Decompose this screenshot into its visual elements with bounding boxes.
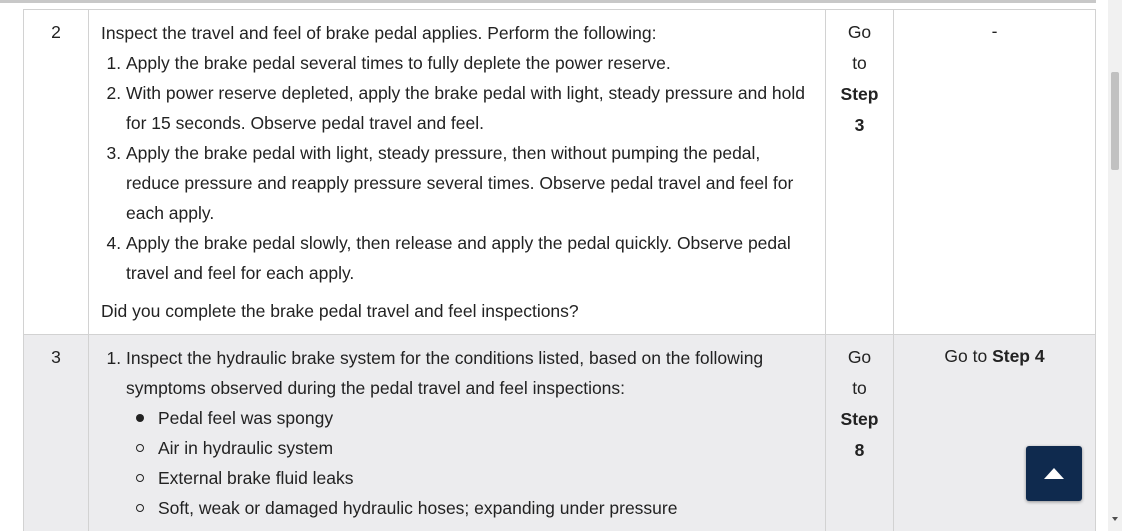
yes-result-cell bbox=[826, 10, 894, 335]
action-cell bbox=[89, 335, 826, 531]
vertical-scrollbar[interactable] bbox=[1108, 0, 1122, 531]
step-number-cell bbox=[24, 10, 89, 335]
step-target-number: 8 bbox=[854, 440, 865, 460]
condition-list bbox=[101, 433, 813, 523]
to-text: to bbox=[852, 378, 867, 398]
scrollbar-thumb[interactable] bbox=[1111, 72, 1119, 170]
top-divider bbox=[0, 0, 1096, 3]
list-item bbox=[126, 343, 813, 433]
go-text: Go bbox=[847, 22, 872, 42]
go-to-step-link[interactable] bbox=[826, 10, 893, 141]
go-text: Go bbox=[847, 347, 872, 367]
action-steps-list bbox=[101, 343, 813, 433]
symptom-list bbox=[126, 403, 813, 433]
no-result-cell bbox=[894, 335, 1096, 531]
list-item: 1. Apply the brake pedal several times to fully deplete the power reserve. bbox=[126, 48, 813, 78]
back-to-top-button[interactable] bbox=[1026, 446, 1082, 501]
action-steps-list bbox=[101, 48, 813, 288]
diagnostic-steps-table bbox=[23, 9, 1096, 531]
condition-item: External brake fluid leaks bbox=[158, 463, 813, 493]
step-target: Step 4 bbox=[992, 346, 1045, 366]
go-to-step-link[interactable] bbox=[826, 335, 893, 466]
go-to-step-link[interactable] bbox=[894, 335, 1095, 367]
go-to-prefix: Go to bbox=[944, 346, 993, 366]
symptom-item: Pedal feel was spongy bbox=[158, 403, 813, 433]
no-result-cell bbox=[894, 10, 1096, 335]
list-item: 2. With power reserve depleted, apply the brake pedal with light, steady pressure and hold for 15 seconds. Observe pedal travel and feel. bbox=[126, 78, 813, 138]
condition-item: Air in hydraulic system bbox=[158, 433, 813, 463]
list-item: 3. Apply the brake pedal with light, steady pressure, then without pumping the pedal, reduce pressure and reapply pressure several times. Observe pedal travel and feel for each apply. bbox=[126, 138, 813, 228]
step-number-cell bbox=[24, 335, 89, 531]
table-row bbox=[24, 335, 1096, 531]
list-item-text: Inspect the hydraulic brake system for the conditions listed, based on the following symptoms observed during the pedal travel and feel inspections: bbox=[126, 348, 764, 398]
arrow-up-icon bbox=[1044, 468, 1064, 479]
condition-item: Soft, weak or damaged hydraulic hoses; expanding under pressure bbox=[158, 493, 813, 523]
to-text: to bbox=[852, 53, 867, 73]
yes-result-cell bbox=[826, 335, 894, 531]
step-target-number: 3 bbox=[854, 115, 865, 135]
scroll-down-arrow-icon[interactable] bbox=[1112, 517, 1118, 521]
list-item: 4. Apply the brake pedal slowly, then release and apply the pedal quickly. Observe pedal travel and feel for each apply. bbox=[126, 228, 813, 288]
action-intro: Inspect the travel and feel of brake pedal applies. Perform the following: bbox=[101, 23, 657, 43]
action-question: Did you complete the brake pedal travel and feel inspections? bbox=[101, 301, 579, 321]
step-number: 2 bbox=[51, 22, 61, 42]
step-number: 3 bbox=[51, 347, 61, 367]
step-word: Step bbox=[840, 409, 879, 429]
no-result-text: - bbox=[991, 21, 998, 41]
step-word: Step bbox=[840, 84, 879, 104]
action-cell bbox=[89, 10, 826, 335]
table-row bbox=[24, 10, 1096, 335]
